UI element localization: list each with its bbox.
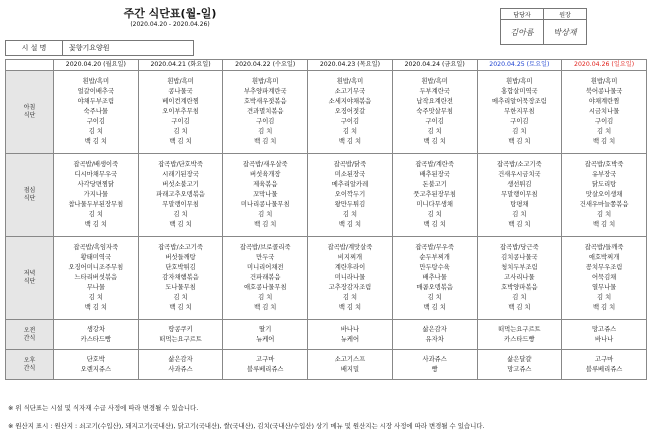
menu-cell <box>477 320 562 350</box>
menu-cell <box>223 71 308 154</box>
menu-item: 시래기된장국 <box>162 171 199 179</box>
menu-item: 잡곡밥/소고기죽 <box>497 161 542 169</box>
menu-item: 잡곡밥/호박죽 <box>584 161 624 169</box>
menu-item: 풋고추된장무침 <box>413 191 456 199</box>
menu-item: 뉴케어 <box>256 335 275 343</box>
date-header-row <box>6 60 647 71</box>
menu-item: 구이김 <box>594 117 614 125</box>
menu-item: 고사리나물 <box>504 274 535 282</box>
menu-item: 어묵김채 <box>591 274 617 282</box>
menu-item: 백 김 치 <box>84 137 107 145</box>
menu-item: 구이김 <box>86 117 105 125</box>
menu-item: 비지찌개 <box>337 254 363 262</box>
date-header: 2020.04.21 (화요일) <box>138 60 223 71</box>
menu-item: 백 김 치 <box>592 137 616 145</box>
menu-cell <box>138 71 223 154</box>
facility-row <box>5 40 194 56</box>
menu-item: 배지밀 <box>340 365 360 373</box>
menu-item: 건새우시금치국 <box>498 171 541 179</box>
menu-item: 만두탕수육 <box>419 264 450 272</box>
menu-item: 김 치 <box>512 293 527 301</box>
meal-category-label: 식단 <box>23 278 36 285</box>
menu-item: 잡곡밥/단호박죽 <box>158 161 203 169</box>
menu-item: 백 김 치 <box>338 303 362 311</box>
menu-item: 오이깍두기 <box>334 191 366 199</box>
menu-cell <box>138 237 223 320</box>
date-header: 2020.04.26 (일요일) <box>562 60 647 71</box>
date-header: 2020.04.25 (토요일) <box>477 60 562 71</box>
menu-item: 사각당면찜닭 <box>77 181 115 189</box>
menu-item: 잡곡밥/무우죽 <box>415 244 454 252</box>
menu-item: 고구마 <box>594 355 614 363</box>
menu-item: 땅콩쿠키 <box>168 325 193 333</box>
menu-cell <box>562 237 647 320</box>
menu-item: 김 치 <box>342 210 358 218</box>
menu-cell <box>138 350 223 380</box>
approval-label-director: 원장 <box>544 9 587 20</box>
menu-item: 김 치 <box>173 210 188 218</box>
approval-label-manager: 담당자 <box>501 9 544 20</box>
menu-cell <box>54 154 139 237</box>
menu-item: 왕만두튀김 <box>334 200 366 208</box>
menu-item: 김 치 <box>88 293 103 301</box>
menu-item: 건파래볶음 <box>250 274 281 282</box>
menu-item: 호박새우젓볶음 <box>243 98 287 106</box>
menu-item: 잡곡밥/계맛살죽 <box>327 244 373 252</box>
meal-category <box>6 350 54 380</box>
menu-item: 백 김 치 <box>169 220 192 228</box>
menu-item: 잡곡밥/배생이죽 <box>73 161 119 169</box>
menu-item: 북어콩나물국 <box>585 88 623 96</box>
menu-item: 바나나 <box>340 325 360 333</box>
menu-item: 백 김 치 <box>254 220 277 228</box>
menu-item: 잡곡밥/계란죽 <box>415 161 454 169</box>
menu-item: 야채계란찜 <box>588 98 620 106</box>
menu-item: 백 김 치 <box>338 137 362 145</box>
meal-category-label: 아침 <box>23 104 36 111</box>
menu-item: 미나리콩나물무침 <box>240 200 290 208</box>
menu-item: 백 김 치 <box>423 137 446 145</box>
menu-item: 뉴케어 <box>340 335 360 343</box>
menu-item: 흰밥/흑미 <box>590 78 618 86</box>
menu-item: 사과쥬스 <box>168 365 193 373</box>
menu-cell <box>477 71 562 154</box>
menu-cell <box>308 237 393 320</box>
menu-item: 오징어젓갈 <box>334 108 366 116</box>
menu-item: 제육볶음 <box>253 181 278 189</box>
menu-item: 백 김 치 <box>592 220 616 228</box>
menu-item: 백 김 치 <box>84 220 107 228</box>
menu-item: 견과멸치볶음 <box>247 108 284 116</box>
menu-cell <box>138 154 223 237</box>
menu-item: 흰밥/흑미 <box>421 78 448 86</box>
menu-item: 홍합살미역국 <box>501 88 538 96</box>
menu-item: 구이김 <box>510 117 529 125</box>
menu-item: 잡곡밥/새우살죽 <box>242 161 288 169</box>
menu-item: 카스타드빵 <box>504 335 535 343</box>
menu-item: 삶은감자 <box>168 355 193 363</box>
menu-cell <box>477 350 562 380</box>
menu-item: 느타리버섯볶음 <box>74 274 118 282</box>
menu-cell <box>54 237 139 320</box>
menu-item: 망고쥬스 <box>591 325 617 333</box>
meal-category-label: 간식 <box>23 364 36 372</box>
menu-item: 생선튀김 <box>507 181 532 189</box>
menu-item: 김 치 <box>512 127 527 135</box>
menu-cell <box>392 154 477 237</box>
menu-item: 맛살오이생채 <box>585 191 623 199</box>
menu-item: 바나나 <box>594 335 614 343</box>
menu-item: 소고기무국 <box>334 88 366 96</box>
menu-item: 돈불고기 <box>422 181 447 189</box>
menu-item: 열무나물 <box>591 283 617 291</box>
menu-item: 김 치 <box>173 293 188 301</box>
menu-cell <box>223 350 308 380</box>
meal-category <box>6 71 54 154</box>
meal-category <box>6 320 54 350</box>
menu-cell <box>54 320 139 350</box>
menu-cell <box>54 71 139 154</box>
menu-item: 도나물무침 <box>165 283 196 291</box>
menu-item: 야채두부조림 <box>77 98 115 106</box>
menu-item: 김 치 <box>342 127 358 135</box>
menu-item: 삶은달걀 <box>507 355 532 363</box>
menu-item: 버섯소불고기 <box>162 181 199 189</box>
menu-cell <box>392 71 477 154</box>
date-header: 2020.04.23 (목요일) <box>308 60 393 71</box>
menu-item: 배추된장국 <box>419 171 450 179</box>
menu-cell <box>477 154 562 237</box>
menu-item: 흰밥/흑미 <box>167 78 194 86</box>
menu-item: 납작요계란전 <box>416 98 453 106</box>
menu-item: 김 치 <box>427 127 442 135</box>
menu-cell <box>562 154 647 237</box>
menu-cell <box>392 350 477 380</box>
menu-item: 떠먹는요구르트 <box>498 325 541 333</box>
date-header: 2020.04.22 (수요일) <box>223 60 308 71</box>
menu-item: 파래고추오뎅볶음 <box>156 191 205 199</box>
menu-cell <box>308 154 393 237</box>
meal-category-label: 식단 <box>23 195 36 202</box>
menu-item: 백 김 치 <box>423 303 446 311</box>
meal-category-label: 오전 <box>23 326 36 334</box>
menu-item: 김 치 <box>597 210 612 218</box>
menu-item: 백 김 치 <box>508 220 531 228</box>
menu-cell <box>477 237 562 320</box>
menu-item: 배추나물 <box>422 274 447 282</box>
menu-item: 시금치나물 <box>588 108 620 116</box>
menu-item: 두부계란국 <box>419 88 450 96</box>
menu-cell <box>308 320 393 350</box>
menu-item: 김 치 <box>173 127 188 135</box>
menu-item: 단호박튀김 <box>165 264 196 272</box>
meal-category <box>6 237 54 320</box>
menu-item: 디시마채무우국 <box>74 171 118 179</box>
menu-item: 블루베리쥬스 <box>585 365 623 373</box>
menu-item: 김 치 <box>597 293 612 301</box>
menu-item: 삶은감자 <box>422 325 447 333</box>
menu-cell <box>223 154 308 237</box>
menu-item: 잡곡밥/들깨죽 <box>584 244 624 252</box>
menu-item: 구이김 <box>171 117 190 125</box>
menu-item: 무말랭이무침 <box>162 200 199 208</box>
menu-cell <box>54 350 139 380</box>
menu-item: 김 치 <box>258 127 273 135</box>
menu-item: 소세지야채볶음 <box>328 98 372 106</box>
meal-category-label: 식단 <box>23 112 36 119</box>
menu-item: 블루베리쥬스 <box>247 365 284 373</box>
menu-item: 잡곡밥/닭죽 <box>333 161 367 169</box>
menu-cell <box>308 71 393 154</box>
meal-row <box>6 350 647 380</box>
menu-item: 흰밥/흑미 <box>82 78 110 86</box>
menu-item: 베이컨계란찜 <box>162 98 199 106</box>
meal-row <box>6 154 647 237</box>
menu-item: 오렌지쥬스 <box>80 365 112 373</box>
date-header: 2020.04.20 (월요일) <box>54 60 139 71</box>
menu-item: 메추리알어묵장조림 <box>491 98 547 106</box>
menu-item: 미니다무생채 <box>416 200 453 208</box>
menu-cell <box>562 320 647 350</box>
menu-item: 빵 <box>431 365 438 373</box>
menu-item: 생강차 <box>86 325 105 333</box>
menu-item: 구이김 <box>425 117 444 125</box>
menu-item: 백 김 치 <box>84 303 107 311</box>
menu-item: 애호박찌개 <box>588 254 620 262</box>
menu-period: (2020.04.20 - 2020.04.26) <box>130 21 210 28</box>
menu-cell <box>223 237 308 320</box>
meal-category <box>6 154 54 237</box>
menu-item: 유부장국 <box>591 171 617 179</box>
meal-category-label: 점심 <box>23 187 36 194</box>
meal-category-label: 저녁 <box>23 270 36 277</box>
menu-item: 김 치 <box>427 293 442 301</box>
menu-item: 김치콩나물국 <box>501 254 538 262</box>
menu-item: 미소된장국 <box>334 171 366 179</box>
menu-item: 김 치 <box>258 210 273 218</box>
menu-item: 김 치 <box>258 293 273 301</box>
menu-cell <box>562 71 647 154</box>
menu-item: 김 치 <box>597 127 612 135</box>
menu-item: 잡곡밥/당근죽 <box>500 244 539 252</box>
menu-item: 무말랭이무침 <box>501 191 538 199</box>
menu-item: 백 김 치 <box>423 220 446 228</box>
menu-item: 계란후라이 <box>334 264 366 272</box>
menu-item: 백 김 치 <box>508 303 531 311</box>
menu-item: 김 치 <box>88 127 103 135</box>
menu-item: 백 김 치 <box>592 303 616 311</box>
date-header: 2020.04.24 (금요일) <box>392 60 477 71</box>
menu-item: 김 치 <box>427 210 442 218</box>
menu-item: 건새우마늘쫑볶음 <box>579 200 629 208</box>
menu-item: 얼갈이배추국 <box>77 88 115 96</box>
menu-item: 딸기 <box>259 325 272 333</box>
menu-item: 미니리어채전 <box>247 264 284 272</box>
menu-cell <box>223 320 308 350</box>
menu-item: 탕평채 <box>510 200 529 208</box>
menu-item: 무한지무침 <box>504 108 535 116</box>
menu-item: 부추양파계란국 <box>243 88 287 96</box>
menu-item: 백 김 치 <box>169 303 192 311</box>
menu-cell <box>392 237 477 320</box>
menu-item: 유자차 <box>425 335 444 343</box>
menu-item: 무나물 <box>86 283 105 291</box>
menu-item: 김 치 <box>88 210 103 218</box>
menu-cell <box>392 320 477 350</box>
menu-item: 애호콩나물무침 <box>243 283 287 291</box>
menu-item: 참나물두부된장무침 <box>68 200 124 208</box>
menu-item: 백 김 치 <box>254 137 277 145</box>
menu-item: 김 치 <box>512 210 527 218</box>
menu-item: 백 김 치 <box>254 303 277 311</box>
menu-item: 버섯들깨탕 <box>165 254 196 262</box>
menu-item: 고구마 <box>256 355 275 363</box>
menu-item: 버섯육개장 <box>250 171 281 179</box>
menu-item: 미니라나물 <box>334 274 366 282</box>
menu-item: 사과쥬스 <box>422 355 447 363</box>
menu-item: 잡곡밥/브로콜리죽 <box>239 244 291 252</box>
menu-item: 가지나물 <box>83 191 109 199</box>
menu-item: 감자채햄볶음 <box>162 274 199 282</box>
menu-item: 오징어미니조주무침 <box>68 264 124 272</box>
meal-row <box>6 71 647 154</box>
menu-item: 흰밥/흑미 <box>336 78 364 86</box>
menu-item: 김 치 <box>342 293 358 301</box>
menu-item: 콩나물국 <box>168 88 193 96</box>
menu-item: 황태미역국 <box>80 254 112 262</box>
signature-manager: 김아름 <box>501 20 544 45</box>
note-change: ※ 위 식단표는 시설 및 식자재 수급 사정에 따라 변경될 수 있습니다. <box>8 404 199 412</box>
menu-item: 백 김 치 <box>338 220 362 228</box>
menu-cell <box>308 350 393 380</box>
menu-item: 떠먹는요구르트 <box>159 335 202 343</box>
meal-row <box>6 320 647 350</box>
menu-cell <box>562 350 647 380</box>
menu-item: 백 김 치 <box>508 137 531 145</box>
menu-item: 메추리알카레 <box>331 181 369 189</box>
meal-category-label: 오후 <box>23 356 36 364</box>
menu-item: 망고쥬스 <box>507 365 532 373</box>
corner-cell <box>6 60 54 71</box>
menu-item: 숙주나물 <box>83 108 109 116</box>
menu-item: 닭도리탕 <box>591 181 617 189</box>
menu-item: 만두국 <box>256 254 275 262</box>
approval-box <box>500 8 587 45</box>
menu-item: 흰밥/흑미 <box>252 78 279 86</box>
menu-item: 구이김 <box>256 117 275 125</box>
menu-item: 고추장감자조림 <box>328 283 372 291</box>
menu-cell <box>138 320 223 350</box>
menu-item: 백 김 치 <box>169 137 192 145</box>
note-origin: ※ 원산지 표시 : 원산지 : 쇠고기(수입산), 돼지고기(국내산), 닭고기(국내산), 쌀(국내산), 김치(국내산/수입산) 상기 메뉴 및 원산지는 시장 사정에 따라 변경될 수 있습니다. <box>8 422 485 430</box>
facility-label: 시 설 명 <box>6 41 63 55</box>
meal-row <box>6 237 647 320</box>
menu-item: 소고기스프 <box>334 355 366 363</box>
menu-item: 매콤오뎅볶음 <box>416 283 453 291</box>
menu-item: 잡곡밥/소고기죽 <box>158 244 203 252</box>
menu-item: 오이부추무침 <box>162 108 199 116</box>
facility-name: 꽃향기요양원 <box>69 44 110 52</box>
menu-item: 호박양파볶음 <box>501 283 538 291</box>
menu-item: 구이김 <box>340 117 360 125</box>
menu-title: 주간 식단표(월-일) <box>123 7 217 20</box>
meal-category-label: 간식 <box>23 334 36 342</box>
menu-item: 흰밥/흑미 <box>506 78 533 86</box>
menu-item: 잡곡밥/흑임자죽 <box>73 244 119 252</box>
menu-item: 청치두부조림 <box>501 264 538 272</box>
signature-director: 박상재 <box>544 20 587 45</box>
weekly-menu-table <box>5 59 647 380</box>
menu-item: 순두부찌개 <box>419 254 450 262</box>
menu-item: 숙주맛살무침 <box>416 108 453 116</box>
menu-item: 카스타드빵 <box>80 335 112 343</box>
menu-item: 꽁치무우조림 <box>585 264 623 272</box>
menu-item: 단호박 <box>86 355 105 363</box>
menu-item: 꼬막나물 <box>253 191 278 199</box>
